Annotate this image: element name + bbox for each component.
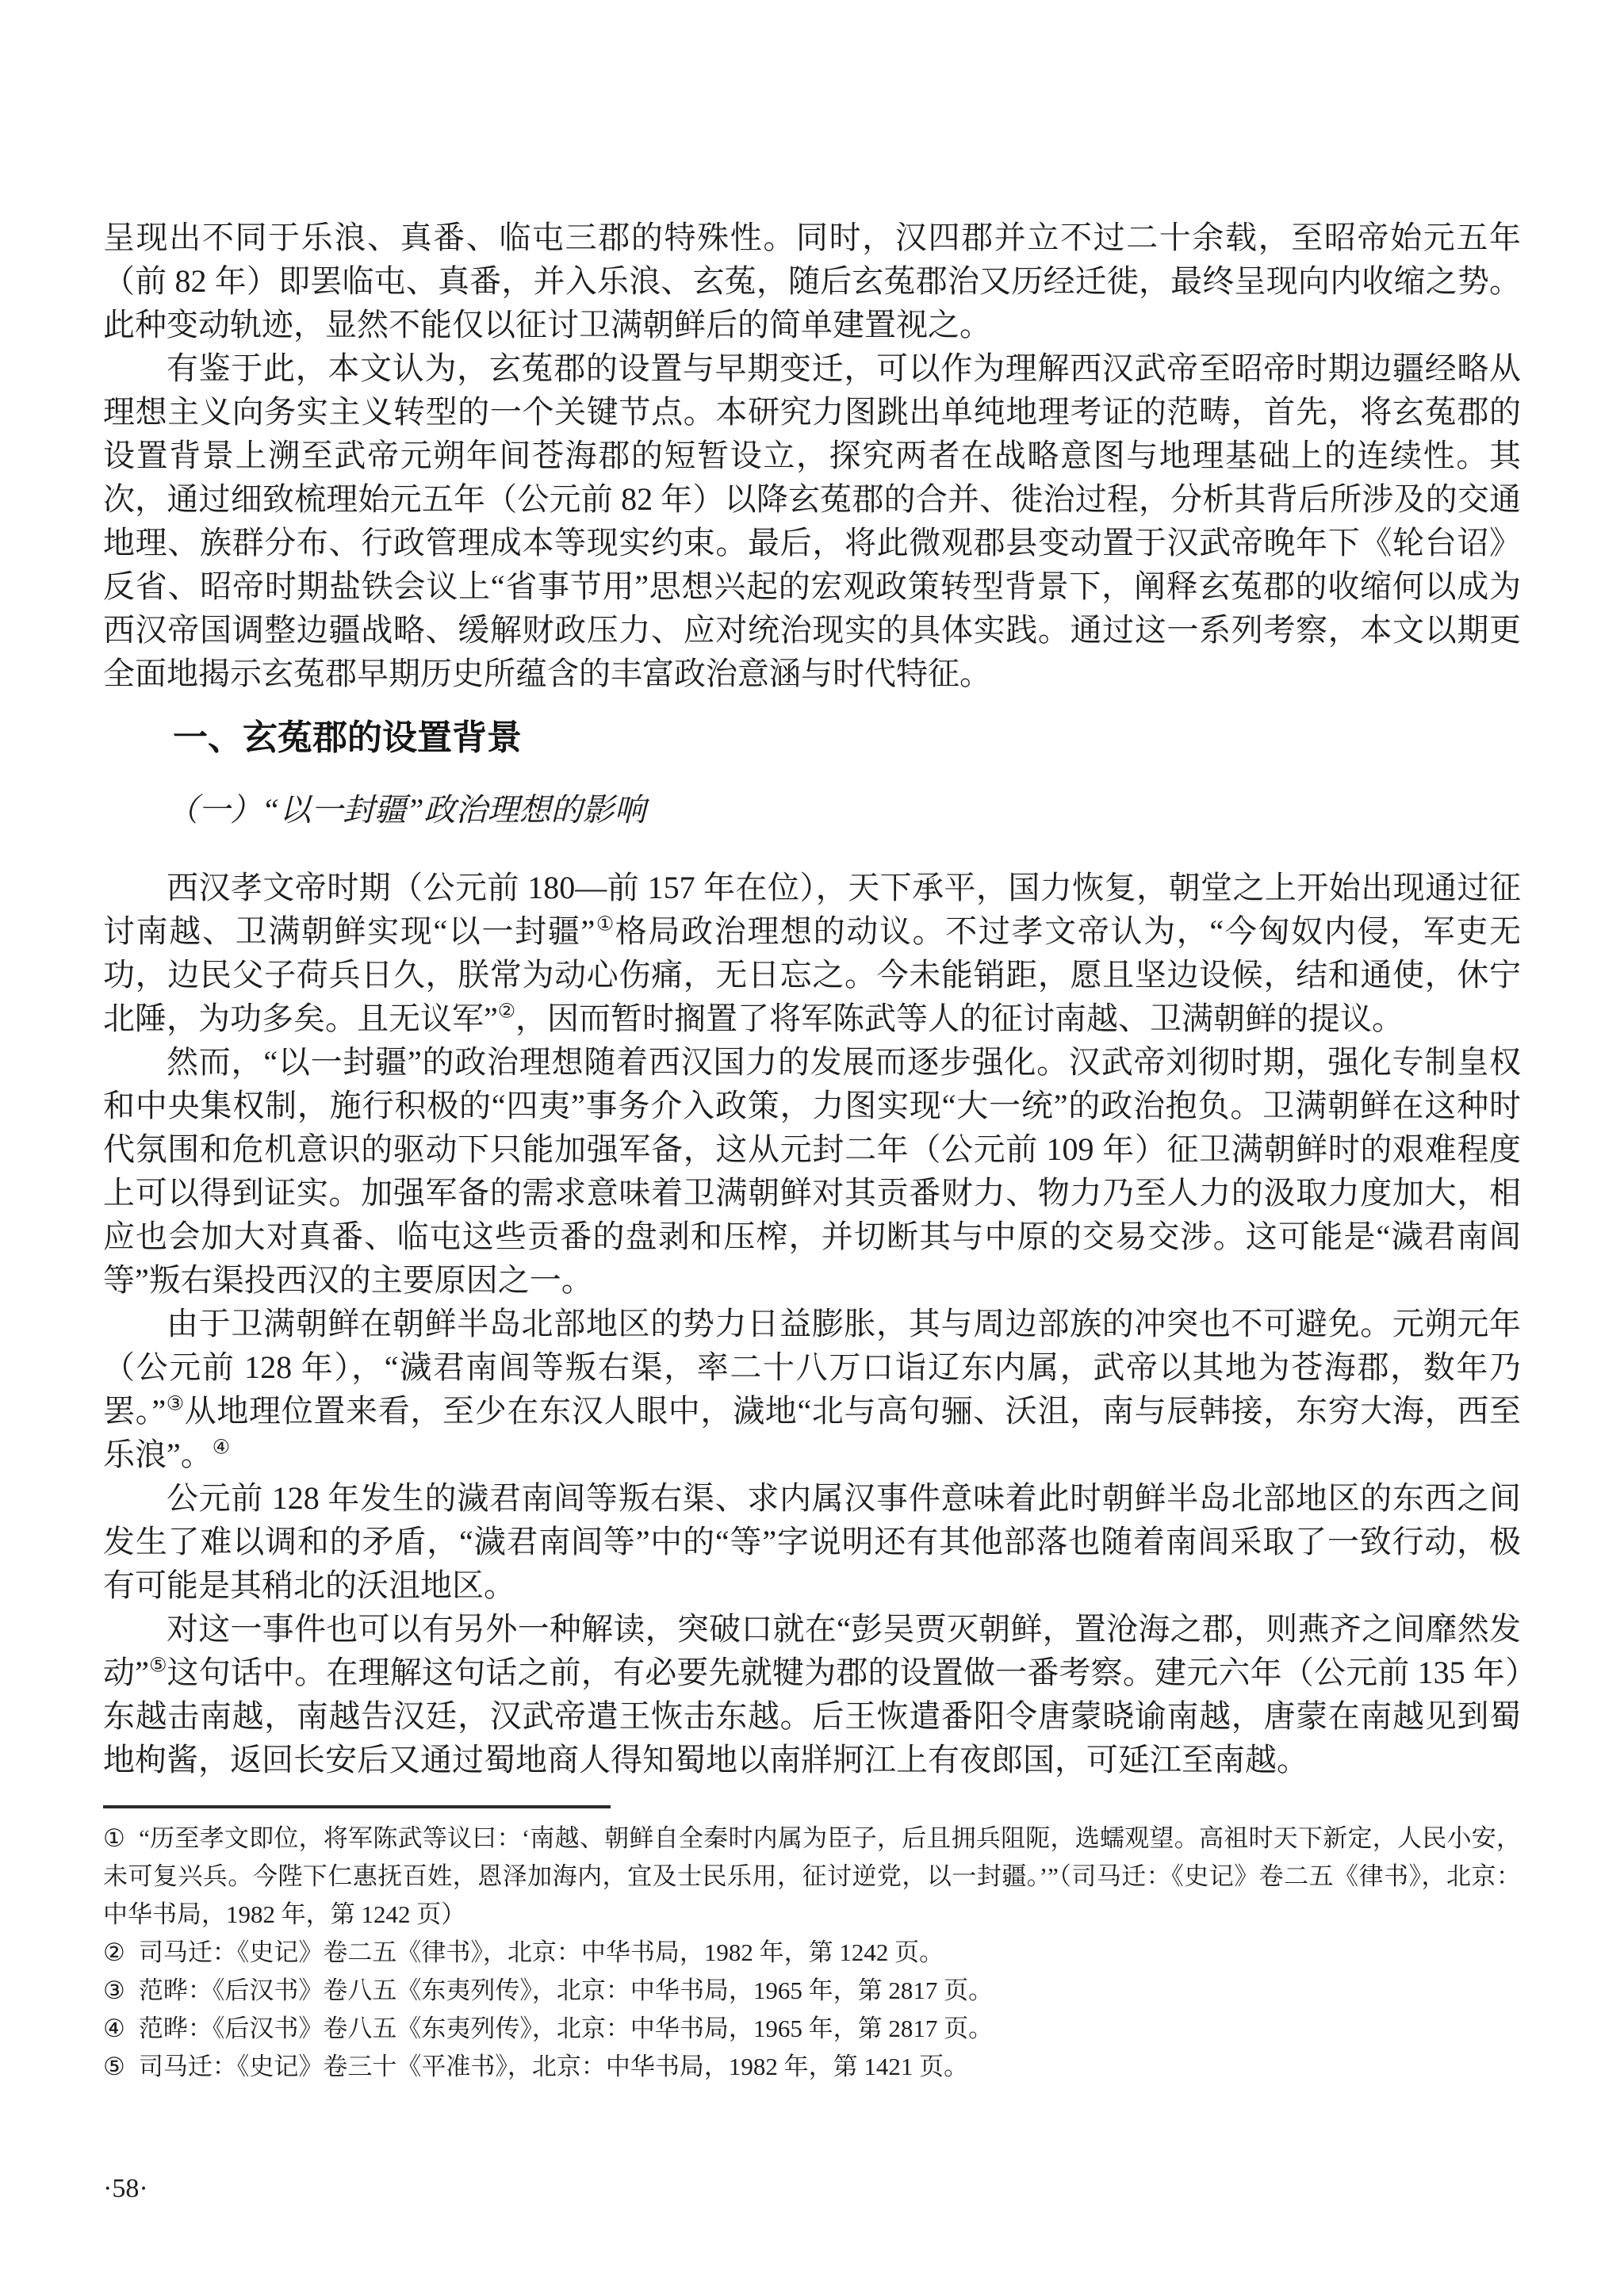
paragraph: 对这一事件也可以有另外一种解读，突破口就在“彭吴贾灭朝鲜，置沧海之郡，则燕齐之间靡然发动”⑤这句话中。在理解这句话之前，有必要先就犍为郡的设置做一番考察。建元六年（公元前 135 年）东越击南越，南越告汉廷，汉武帝遣王恢击东越。后王恢遣番阳令唐蒙晓谕南越，唐蒙在南越见到蜀地枸酱，返回长安后又通过蜀地商人得知蜀地以南牂牁江上有夜郎国，可延江至南越。: [103, 1611, 1521, 1777]
footnote-marker: ②: [103, 1938, 125, 1966]
footnote-marker: ⑤: [103, 2053, 125, 2080]
article-body: [103, 216, 1521, 2086]
footnote-text: 范晔：《后汉书》卷八五《东夷列传》，北京：中华书局，1965 年，第 2817 页。: [138, 1976, 994, 2004]
paragraph-continuation: 呈现出不同于乐浪、真番、临屯三郡的特殊性。同时，汉四郡并立不过二十余载，至昭帝始元五年（前 82 年）即罢临屯、真番，并入乐浪、玄菟，随后玄菟郡治又历经迁徙，最终呈现向内收缩之势。此种变动轨迹，显然不能仅以征讨卫满朝鲜后的简单建置视之。: [103, 220, 1521, 342]
section-heading: 一、玄菟郡的设置背景: [173, 718, 522, 757]
footnote: [103, 1934, 1521, 1972]
footnote-text: 司马迁：《史记》卷二五《律书》，北京：中华书局，1982 年，第 1242 页。: [138, 1938, 944, 1966]
footnotes: [103, 1820, 1521, 2086]
footnote: [103, 1820, 1521, 1934]
footnote-marker: ①: [103, 1824, 126, 1852]
footnote-text: 司马迁：《史记》卷三十《平准书》，北京：中华书局，1982 年，第 1421 页。: [138, 2053, 969, 2080]
footnote-text: 范晔：《后汉书》卷八五《东夷列传》，北京：中华书局，1965 年，第 2817 页。: [138, 2015, 994, 2042]
paragraph: 有鉴于此，本文认为，玄菟郡的设置与早期变迁，可以作为理解西汉武帝至昭帝时期边疆经略从理想主义向务实主义转型的一个关键节点。本研究力图跳出单纯地理考证的范畴，首先，将玄菟郡的设置背景上溯至武帝元朔年间苍海郡的短暂设立，探究两者在战略意图与地理基础上的连续性。其次，通过细致梳理始元五年（公元前 82 年）以降玄菟郡的合并、徙治过程，分析其背后所涉及的交通地理、族群分布、行政管理成本等现实约束。最后，将此微观郡县变动置于汉武帝晚年下《轮台诏》反省、昭帝时期盐铁会议上“省事节用”思想兴起的宏观政策转型背景下，阐释玄菟郡的收缩何以成为西汉帝国调整边疆战略、缓解财政压力、应对统治现实的具体实践。通过这一系列考察，本文以期更全面地揭示玄菟郡早期历史所蕴含的丰富政治意涵与时代特征。: [103, 350, 1521, 691]
paragraph: 公元前 128 年发生的濊君南闾等叛右渠、求内属汉事件意味着此时朝鲜半岛北部地区的东西之间发生了难以调和的矛盾，“濊君南闾等”中的“等”字说明还有其他部落也随着南闾采取了一致行动，极有可能是其稍北的沃沮地区。: [103, 1480, 1521, 1603]
footnote: [103, 1972, 1521, 2010]
footnote-marker: ③: [103, 1976, 125, 2004]
paragraph: 西汉孝文帝时期（公元前 180—前 157 年在位），天下承平，国力恢复，朝堂之上开始出现通过征讨南越、卫满朝鲜实现“以一封疆”①格局政治理想的动议。不过孝文帝认为，“今匈奴内侵，军吏无功，边民父子荷兵日久，朕常为动心伤痛，无日忘之。今未能销距，愿且坚边设候，结和通使，休宁北陲，为功多矣。且无议军”②，因而暂时搁置了将军陈武等人的征讨南越、卫满朝鲜的提议。: [103, 870, 1521, 1036]
footnote-marker: ④: [103, 2015, 125, 2042]
subsection-heading: （一）“以一封疆”政治理想的影响: [167, 792, 646, 828]
paragraph: 然而，“以一封疆”的政治理想随着西汉国力的发展而逐步强化。汉武帝刘彻时期，强化专制皇权和中央集权制，施行积极的“四夷”事务介入政策，力图实现“大一统”的政治抱负。卫满朝鲜在这种时代氛围和危机意识的驱动下只能加强军备，这从元封二年（公元前 109 年）征卫满朝鲜时的艰难程度上可以得到证实。加强军备的需求意味着卫满朝鲜对其贡番财力、物力乃至人力的汲取力度加大，相应也会加大对真番、临屯这些贡番的盘剥和压榨，并切断其与中原的交易交涉。这可能是“濊君南闾等”叛右渠投西汉的主要原因之一。: [103, 1044, 1521, 1298]
footnote-divider: [103, 1805, 611, 1808]
footnote-text: “历至孝文即位，将军陈武等议曰：‘南越、朝鲜自全秦时内属为臣子，后且拥兵阻阨，选蠕观望。高祖时天下新定，人民小安，未可复兴兵。今陛下仁惠抚百姓，恩泽加海内，宜及士民乐用，征讨逆党，以一封疆。’”（司马迁：《史记》卷二五《律书》，北京：中华书局，1982 年，第 1242 页）: [103, 1824, 1522, 1928]
page-number: ·58·: [103, 2174, 148, 2203]
paragraph: 由于卫满朝鲜在朝鲜半岛北部地区的势力日益膨胀，其与周边部族的冲突也不可避免。元朔元年（公元前 128 年），“濊君南闾等叛右渠，率二十八万口诣辽东内属，武帝以其地为苍海郡，数年乃罢。”③从地理位置来看，至少在东汉人眼中，濊地“北与高句骊、沃沮，南与辰韩接，东穷大海，西至乐浪”。④: [103, 1306, 1521, 1472]
footnote: [103, 2048, 1521, 2086]
footnote: [103, 2010, 1521, 2048]
